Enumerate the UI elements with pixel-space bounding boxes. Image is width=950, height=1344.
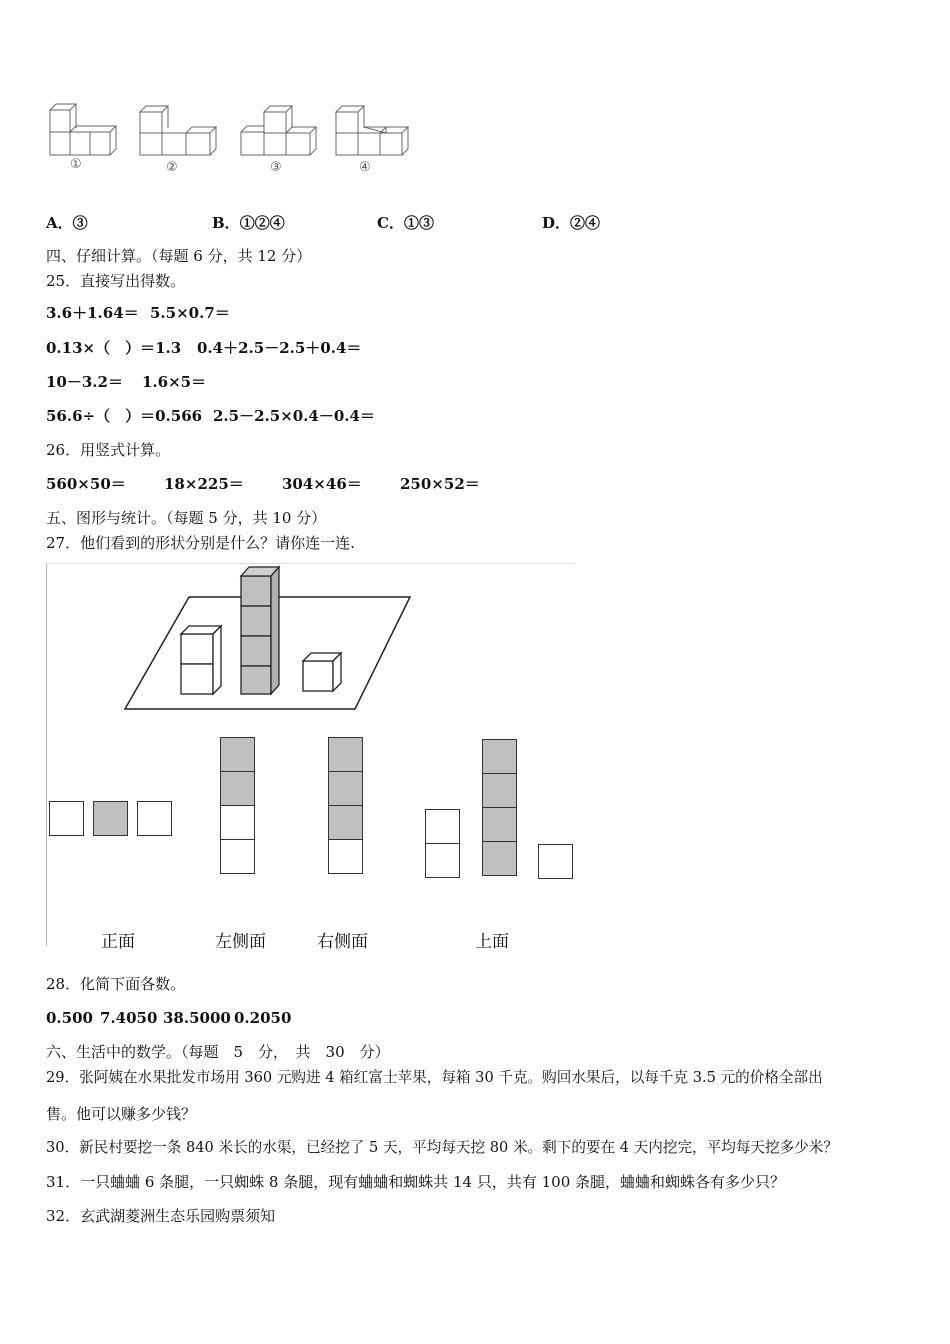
figure-3-drawing <box>241 106 316 155</box>
simplify-number: 0.500 <box>46 1009 93 1027</box>
section-5-title: 五、图形与统计。（每题 5 分，共 10 分） <box>46 509 327 527</box>
vertical-calc-item: 250×52＝ <box>400 475 480 493</box>
right-view-square <box>328 771 363 806</box>
top-view-square <box>425 809 460 844</box>
simplify-number: 0.2050 <box>234 1009 292 1027</box>
left-view-square <box>220 839 255 874</box>
question-27: 27．他们看到的形状分别是什么？请你连一连. <box>46 534 355 552</box>
top-view-square <box>482 773 517 808</box>
question-29-line-2: 售。他可以赚多少钱？ <box>46 1105 197 1123</box>
right-view-square <box>328 839 363 874</box>
question-26: 26．用竖式计算。 <box>46 441 171 459</box>
calc-item: 56.6÷（ ）＝0.566 <box>46 407 203 425</box>
front-view-square <box>93 801 128 836</box>
front-view-square <box>49 801 84 836</box>
figure-1-drawing <box>50 104 116 155</box>
figure-4-label: ④ <box>359 159 371 174</box>
calc-item: 5.5×0.7＝ <box>150 304 230 322</box>
simplify-number: 7.4050 <box>100 1009 158 1027</box>
choice-d[interactable]: D．②④ <box>542 214 601 232</box>
figure-4-drawing <box>336 106 408 155</box>
calc-item: 1.6×5＝ <box>142 373 207 391</box>
figure-2-label: ② <box>166 159 178 174</box>
vertical-calc-item: 18×225＝ <box>164 475 244 493</box>
left-view-square <box>220 805 255 840</box>
section-4-title: 四、仔细计算。（每题 6 分，共 12 分） <box>46 247 312 265</box>
views-figure <box>46 563 575 951</box>
front-view-square <box>137 801 172 836</box>
calc-item: 0.4＋2.5－2.5＋0.4＝ <box>197 339 362 357</box>
label-top: 上面 <box>475 932 509 951</box>
figure-2-drawing <box>140 106 216 155</box>
section-6-title: 六、生活中的数学。（每题 5 分， 共 30 分） <box>46 1043 390 1061</box>
vertical-calc-item: 560×50＝ <box>46 475 126 493</box>
top-view-square <box>425 843 460 878</box>
top-view-square <box>482 841 517 876</box>
question-32: 32．玄武湖菱洲生态乐园购票须知 <box>46 1207 276 1225</box>
question-30: 30．新民村要挖一条 840 米长的水渠，已经挖了 5 天，平均每天挖 80 米。剩下的要在 4 天内挖完，平均每天挖多少米？ <box>46 1139 838 1156</box>
calc-item: 3.6＋1.64＝ <box>46 304 139 322</box>
left-view-square <box>220 737 255 772</box>
right-view-square <box>328 805 363 840</box>
vertical-calc-item: 304×46＝ <box>282 475 362 493</box>
3d-arrangement <box>47 564 575 714</box>
figure-3-label: ③ <box>270 159 282 174</box>
calc-item: 2.5－2.5×0.4－0.4＝ <box>213 407 375 425</box>
calc-item: 0.13×（ ）＝1.3 <box>46 339 182 357</box>
figure-1-label: ① <box>70 156 82 171</box>
choice-a[interactable]: A．③ <box>46 214 88 232</box>
top-view-square <box>482 807 517 842</box>
top-view-square <box>538 844 573 879</box>
calc-item: 10－3.2＝ <box>46 373 123 391</box>
label-left-side: 左侧面 <box>215 932 266 951</box>
question-28: 28．化简下面各数。 <box>46 975 186 993</box>
question-31: 31．一只蛐蛐 6 条腿，一只蜘蛛 8 条腿，现有蛐蛐和蜘蛛共 14 只，共有 100 条腿，蛐蛐和蜘蛛各有多少只？ <box>46 1173 786 1191</box>
label-right-side: 右侧面 <box>317 932 368 951</box>
top-view-square <box>482 739 517 774</box>
left-view-square <box>220 771 255 806</box>
label-front: 正面 <box>101 932 135 951</box>
choice-b[interactable]: B．①②④ <box>212 214 285 232</box>
question-29-line-1: 29．张阿姨在水果批发市场用 360 元购进 4 箱红富士苹果，每箱 30 千克。购回水果后，以每千克 3.5 元的价格全部出 <box>46 1069 823 1086</box>
choice-c[interactable]: C．①③ <box>377 214 434 232</box>
question-25: 25．直接写出得数。 <box>46 272 186 290</box>
simplify-number: 38.5000 <box>163 1009 231 1027</box>
right-view-square <box>328 737 363 772</box>
